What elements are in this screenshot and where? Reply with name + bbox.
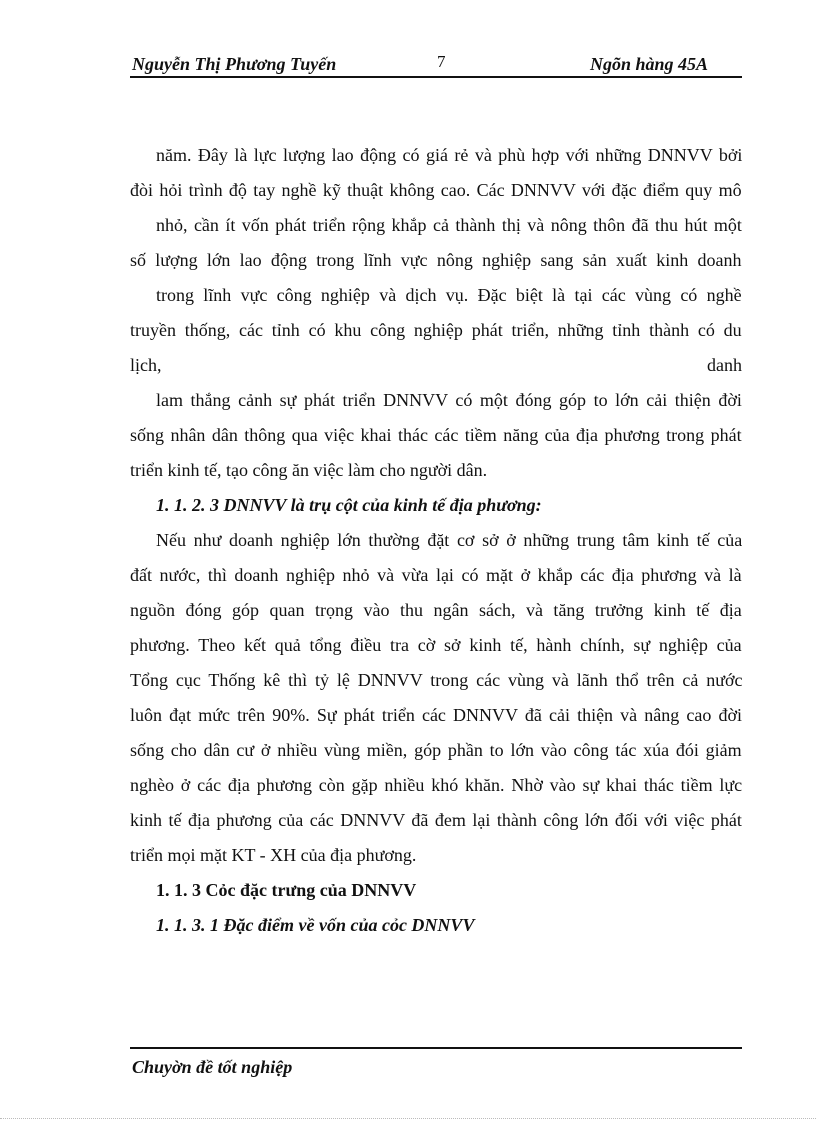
text-line: lam thắng cảnh sự phát triển DNNVV có một đóng góp to lớn cải thiện đời: [156, 390, 742, 410]
text-line: số lượng lớn lao động trong lĩnh vực nông nghiệp sang sản xuất kinh doanh: [130, 250, 742, 270]
text-line: nghèo ở các địa phương còn gặp nhiều khó khăn. Nhờ vào sự khai thác tiềm lực: [130, 775, 743, 795]
text-line: phương. Theo kết quả tổng điều tra cờ sở kinh tế, hành chính, sự nghiệp của: [130, 635, 742, 655]
text-line: sống nhân dân thông qua việc khai thác các tiềm năng của địa phương trong phát: [130, 425, 742, 445]
text-line: nguồn đóng góp quan trọng vào thu ngân sách, và tăng trưởng kinh tế địa: [130, 600, 742, 620]
footer-title: Chuyờn đề tốt nghiệp: [132, 1057, 293, 1077]
section-heading: 1. 1. 3 Cỏc đặc trưng của DNNVV: [156, 880, 417, 900]
page-header: [130, 50, 742, 78]
text-line: kinh tế địa phương của các DNNVV đã đem lại thành công lớn đối với việc phát: [130, 810, 742, 830]
subsection-heading: 1. 1. 3. 1 Đặc điểm về vốn của cỏc DNNVV: [156, 915, 475, 935]
text-line: lịch,: [130, 355, 162, 375]
header-author: Nguyễn Thị Phương Tuyến: [132, 54, 337, 74]
text-line: Nếu như doanh nghiệp lớn thường đặt cơ sở ở những trung tâm kinh tế của: [156, 530, 743, 550]
text-line: danh: [707, 355, 742, 375]
text-line: trong lĩnh vực công nghiệp và dịch vụ. Đặc biệt là tại các vùng có nghề: [156, 285, 742, 305]
text-line: triển mọi mặt KT - XH của địa phương.: [130, 845, 417, 865]
page-edge-divider: [0, 1118, 816, 1119]
text-line: đòi hỏi trình độ tay nghề kỹ thuật không cao. Các DNNVV với đặc điểm quy mô: [130, 180, 742, 200]
text-line: nhỏ, cần ít vốn phát triển rộng khắp cả thành thị và nông thôn đã thu hút một: [156, 215, 742, 235]
header-class: Ngõn hàng 45A: [589, 54, 708, 74]
text-line: năm. Đây là lực lượng lao động có giá rẻ và phù hợp với những DNNVV bởi: [156, 145, 743, 165]
text-line: Tổng cục Thống kê thì tỷ lệ DNNVV trong các vùng và lãnh thổ trên cả nước: [130, 670, 743, 690]
text-line: triển kinh tế, tạo công ăn việc làm cho người dân.: [130, 460, 488, 480]
text-line: truyền thống, các tỉnh có khu công nghiệp phát triển, những tỉnh thành có du: [130, 320, 742, 340]
text-line: đất nước, thì doanh nghiệp nhỏ và vừa lại có mặt ở khắp các địa phương và là: [130, 565, 742, 585]
text-line: sống cho dân cư ở nhiều vùng miền, góp phần to lớn vào công tác xúa đói giảm: [130, 740, 742, 760]
page-number: 7: [437, 52, 446, 71]
text-line: luôn đạt mức trên 90%. Sự phát triển các DNNVV đã cải thiện và nâng cao đời: [130, 705, 743, 725]
page-footer: [130, 1047, 742, 1077]
section-heading: 1. 1. 2. 3 DNNVV là trụ cột của kinh tế địa phương:: [156, 495, 542, 515]
